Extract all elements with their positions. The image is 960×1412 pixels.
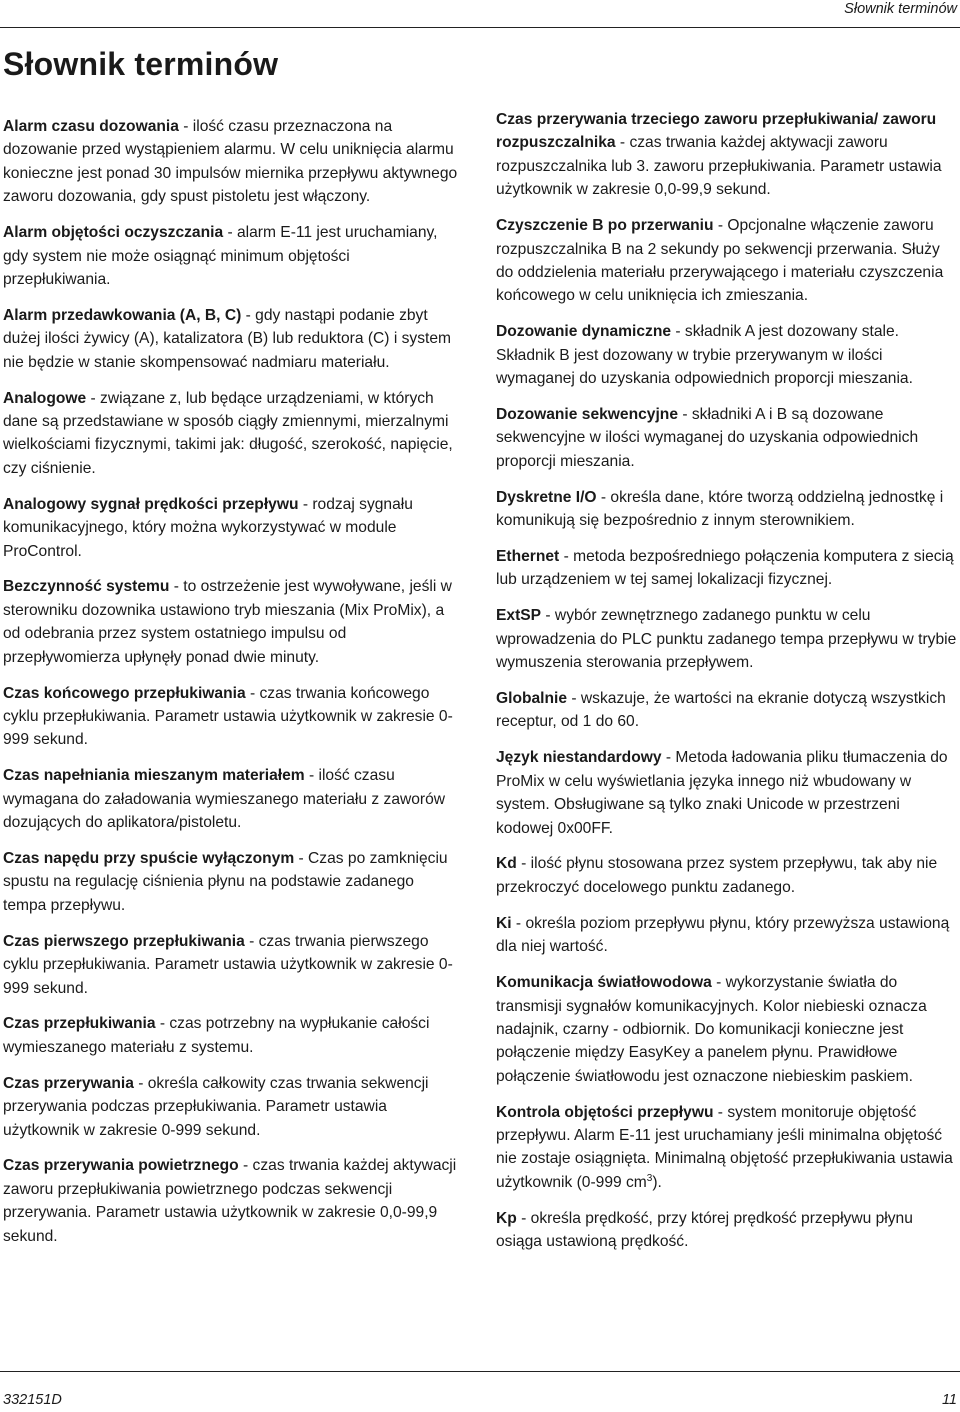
glossary-entry xyxy=(496,852,958,899)
glossary-entry xyxy=(496,320,958,390)
footer-divider xyxy=(0,1371,960,1372)
glossary-definition-tail: ). xyxy=(652,1173,662,1191)
glossary-term: Czas przerywania powietrznego xyxy=(3,1157,239,1175)
glossary-definition: - Opcjonalne włączenie zaworu rozpuszczalnika B na 2 sekundy po sekwencji przerwania. Służy do oddzielenia materiału przerywającego i materiału czyszczenia końcowego w celu uniknięcia ich zmieszania. xyxy=(496,217,944,305)
glossary-term: Alarm objętości oczyszczania xyxy=(3,224,224,242)
glossary-term: Czas przerywania xyxy=(3,1074,134,1092)
glossary-definition: - ilość czasu wymagana do załadowania wymieszanego materiału z zaworów dozujących do aplikatora/pistoletu. xyxy=(3,767,446,832)
glossary-term: Alarm przedawkowania (A, B, C) xyxy=(3,306,242,324)
glossary-term: Czyszczenie B po przerwaniu xyxy=(496,217,714,235)
header-divider xyxy=(0,27,960,28)
glossary-term: Analogowe xyxy=(3,389,87,407)
glossary-entry xyxy=(3,764,461,834)
glossary-definition: - system monitoruje objętość przepływu. Alarm E-11 jest uruchamiany jeśli minimalna objętość nie zostaje osiągnięta. Minimalną objętość przepłukiwania ustawia użytkownik (0-999 cm xyxy=(496,1103,953,1191)
glossary-definition: - metoda bezpośredniego połączenia komputera z siecią lub urządzeniem w tej samej lokalizacji fizycznej. xyxy=(496,548,954,589)
glossary-entry xyxy=(496,971,958,1088)
glossary-term: Analogowy sygnał prędkości przepływu xyxy=(3,495,299,513)
glossary-term: Kp xyxy=(496,1209,517,1227)
glossary-term: Ki xyxy=(496,914,512,932)
glossary-entry xyxy=(3,575,461,669)
glossary-term: Dozowanie sekwencyjne xyxy=(496,405,678,423)
glossary-definition: - określa całkowity czas trwania sekwencji przerywania podczas przepłukiwania. Parametr ustawia użytkownik w zakresie 0-999 sekund. xyxy=(3,1074,429,1139)
left-column xyxy=(3,115,461,1261)
glossary-entry xyxy=(3,115,461,209)
glossary-definition: - składniki A i B są dozowane sekwencyjne w ilości wymaganej do uzyskania odpowiednich proporcji mieszania. xyxy=(496,405,919,470)
glossary-term: Dyskretne I/O xyxy=(496,488,597,506)
glossary-definition: - to ostrzeżenie jest wywoływane, jeśli w sterowniku dozownika ustawiono tryb mieszania (Mix ProMix), a od odebrania przez system ostatniego impulsu od przepływomierza upłynęły ponad dwie minuty. xyxy=(3,578,452,666)
glossary-entry xyxy=(3,221,461,291)
glossary-entry xyxy=(496,545,958,592)
glossary-term: Alarm czasu dozowania xyxy=(3,118,179,135)
glossary-entry xyxy=(3,1154,461,1248)
glossary-term: Czas napełniania mieszanym materiałem xyxy=(3,767,305,785)
glossary-definition: - określa poziom przepływu płynu, który przewyższa ustawioną dla niej wartość. xyxy=(496,914,950,956)
glossary-definition: - Metoda ładowania pliku tłumaczenia do ProMix w celu wyświetlania języka innego niż wbudowany w system. Obsługiwane są tylko znaki Unicode w przestrzeni kodowej 0x00FF. xyxy=(496,749,948,837)
glossary-term: Dozowanie dynamiczne xyxy=(496,323,672,341)
glossary-definition: - Czas po zamknięciu spustu na regulację ciśnienia płynu na podstawie zadanego tempa przepływu. xyxy=(3,849,448,914)
glossary-entry xyxy=(496,746,958,840)
glossary-entry xyxy=(3,1012,461,1059)
glossary-term: Globalnie xyxy=(496,690,568,708)
glossary-definition: - określa dane, które tworzą oddzielną jednostkę i komunikują się bezpośrednio z innym sterownikiem. xyxy=(496,488,944,530)
glossary-entry xyxy=(3,1072,461,1142)
glossary-definition: - czas trwania każdej aktywacji zaworu przepłukiwania powietrznego podczas sekwencji przerywania. Parametr ustawia użytkownik w zakresie 0,0-99,9 sekund. xyxy=(3,1157,457,1245)
glossary-entry xyxy=(3,304,461,374)
glossary-definition: - wskazuje, że wartości na ekranie dotyczą wszystkich receptur, od 1 do 60. xyxy=(496,690,946,731)
page-title: Słownik terminów xyxy=(3,46,279,82)
glossary-entry xyxy=(3,682,461,752)
glossary-entry xyxy=(496,604,958,674)
glossary-term: Czas pierwszego przepłukiwania xyxy=(3,932,245,950)
glossary-entry xyxy=(496,1101,958,1195)
glossary-entry xyxy=(3,847,461,917)
superscript-unit: 3 xyxy=(646,1172,653,1184)
glossary-entry xyxy=(3,493,461,563)
glossary-definition: - ilość czasu przeznaczona na dozowanie przed wystąpieniem alarmu. W celu uniknięcia alarmu konieczne jest ponad 30 impulsów miernika przepływu aktywnego zaworu dozowania, gdy spust pistoletu jest włączony. xyxy=(3,118,458,206)
glossary-entry xyxy=(496,214,958,308)
glossary-entry xyxy=(496,403,958,473)
glossary-term: Czas końcowego przepłukiwania xyxy=(3,684,246,702)
glossary-definition: - czas trwania każdej aktywacji zaworu rozpuszczalnika lub 3. zaworu przepłukiwania. Parametr ustawia użytkownik w zakresie 0,0-99,9 sekund. xyxy=(496,134,942,199)
page-number: 11 xyxy=(941,1392,957,1408)
glossary-term: Komunikacja światłowodowa xyxy=(496,974,712,992)
glossary-entry xyxy=(496,687,958,734)
glossary-definition: - wybór zewnętrznego zadanego punktu w celu wprowadzenia do PLC punktu zadanego tempa przepływu w trybie wymuszenia sterowania przepływem. xyxy=(496,607,957,672)
glossary-definition: - gdy nastąpi podanie zbyt dużej ilości żywicy (A), katalizatora (B) lub reduktora (C) i system nie będzie w stanie skompensować nadmiaru materiału. xyxy=(3,306,452,371)
glossary-entry xyxy=(496,486,958,533)
glossary-definition: - wykorzystanie światła do transmisji sygnałów komunikacyjnych. Kolor niebieski oznacza nadajnik, czarny - odbiornik. Do komunikacji konieczne jest połączenie między EasyKey a panelem płynu. Prawidłowe połączenie światłowodu jest oznaczone niebieskim paskiem. xyxy=(496,974,927,1085)
glossary-definition: - określa prędkość, przy której prędkość przepływu płynu osiąga ustawioną prędkość. xyxy=(496,1209,913,1251)
glossary-definition: - czas trwania końcowego cyklu przepłukiwania. Parametr ustawia użytkownik w zakresie 0-999 sekund. xyxy=(3,684,453,749)
glossary-term: Ethernet xyxy=(496,548,560,565)
glossary-entry xyxy=(496,1207,958,1254)
running-header: Słownik terminów xyxy=(844,1,957,17)
glossary-definition: - składnik A jest dozowany stale. Składnik B jest dozowany w trybie przerywanym w ilości wymaganej do uzyskania odpowiednich proporcji mieszania. xyxy=(496,323,913,388)
glossary-entry xyxy=(496,912,958,959)
glossary-entry xyxy=(3,387,461,481)
glossary-term: Bezczynność systemu xyxy=(3,578,170,596)
glossary-definition: - czas trwania pierwszego cyklu przepłukiwania. Parametr ustawia użytkownik w zakresie 0-999 sekund. xyxy=(3,932,453,997)
glossary-definition: - związane z, lub będące urządzeniami, w których dane są przedstawiane w sposób ciągły zmiennymi, mierzalnymi wielkościami fizycznymi, takimi jak: długość, szerokość, napięcie, czy ciśnienie. xyxy=(3,389,453,477)
glossary-term: Czas napędu przy spuście wyłączonym xyxy=(3,849,295,867)
glossary-definition: - czas potrzebny na wypłukanie całości wymieszanego materiału z systemu. xyxy=(3,1015,430,1056)
glossary-definition: - ilość płynu stosowana przez system przepływu, tak aby nie przekroczyć docelowego punktu zadanego. xyxy=(496,855,938,896)
glossary-term: Czas przerywania trzeciego zaworu przepłukiwania/ zaworu rozpuszczalnika xyxy=(496,111,937,152)
glossary-term: Kd xyxy=(496,855,517,873)
right-column xyxy=(496,108,958,1266)
glossary-definition: - alarm E-11 jest uruchamiany, gdy system nie może osiągnąć minimum objętości przepłukiwania. xyxy=(3,224,438,288)
glossary-term: Kontrola objętości przepływu xyxy=(496,1103,714,1121)
glossary-entry xyxy=(3,930,461,1000)
glossary-term: Język niestandardowy xyxy=(496,749,662,767)
glossary-entry xyxy=(496,108,958,202)
document-number: 332151D xyxy=(3,1392,62,1408)
glossary-definition: - rodzaj sygnału komunikacyjnego, który można wykorzystywać w module ProControl. xyxy=(3,495,413,560)
glossary-term: ExtSP xyxy=(496,607,542,625)
glossary-term: Czas przepłukiwania xyxy=(3,1015,156,1033)
